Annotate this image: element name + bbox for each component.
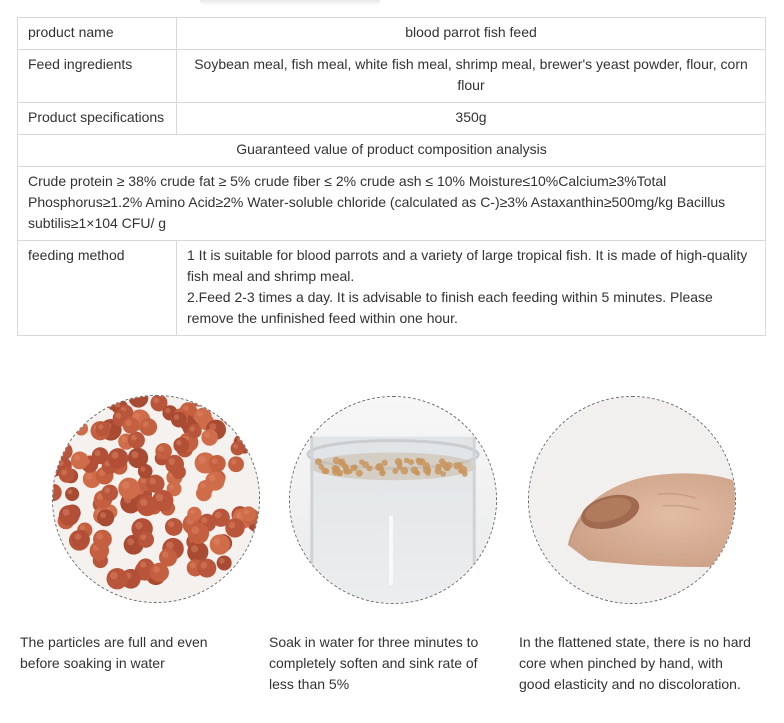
finger-illustration [529, 397, 735, 603]
feeding-line-2: 2.Feed 2-3 times a day. It is advisable to finish each feeding within 5 minutes. Please remove the unfinished feed within one hour. [187, 289, 713, 326]
table-row [18, 135, 766, 167]
feeding-method-text [177, 241, 766, 336]
table-row [18, 50, 766, 103]
pinched-feed-image [528, 396, 736, 604]
table-row [18, 241, 766, 336]
pellets-illustration [53, 396, 259, 602]
caption-3: In the flattened state, there is no hard core when pinched by hand, with good elasticity and no discoloration. [519, 634, 751, 692]
row-value: 350g [177, 103, 766, 135]
caption-2: Soak in water for three minutes to completely soften and sink rate of less than 5% [269, 634, 479, 692]
product-spec-table [17, 17, 766, 336]
feeding-line-1: 1 It is suitable for blood parrots and a variety of large tropical fish. It is made of high-quality fish meal and shrimp meal. [187, 247, 748, 284]
soaked-feed-image [289, 396, 497, 604]
dry-pellets-image [52, 395, 260, 603]
table-row [18, 167, 766, 241]
beaker-illustration [290, 397, 496, 603]
analysis-header: Guaranteed value of product composition analysis [18, 135, 766, 167]
caption-1: The particles are full and even before soaking in water [20, 634, 208, 671]
row-value: blood parrot fish feed [177, 18, 766, 50]
row-label: Feed ingredients [18, 50, 177, 103]
table-row [18, 103, 766, 135]
top-edge-shadow [200, 0, 380, 6]
row-label: product name [18, 18, 177, 50]
table-row [18, 18, 766, 50]
analysis-values: Crude protein ≥ 38% crude fat ≥ 5% crude fiber ≤ 2% crude ash ≤ 10% Moisture≤10%Calcium≥3%Total Phosphorus≥1.2% Amino Acid≥2% Water-soluble chloride (calculated as C-)≥3% Astaxanthin≥500mg/kg Bacillus subtilis≥1×104 CFU/ g [18, 167, 766, 241]
row-label: feeding method [18, 241, 177, 336]
row-label: Product specifications [18, 103, 177, 135]
row-value: Soybean meal, fish meal, white fish meal, shrimp meal, brewer's yeast powder, flour, corn flour [177, 50, 766, 103]
